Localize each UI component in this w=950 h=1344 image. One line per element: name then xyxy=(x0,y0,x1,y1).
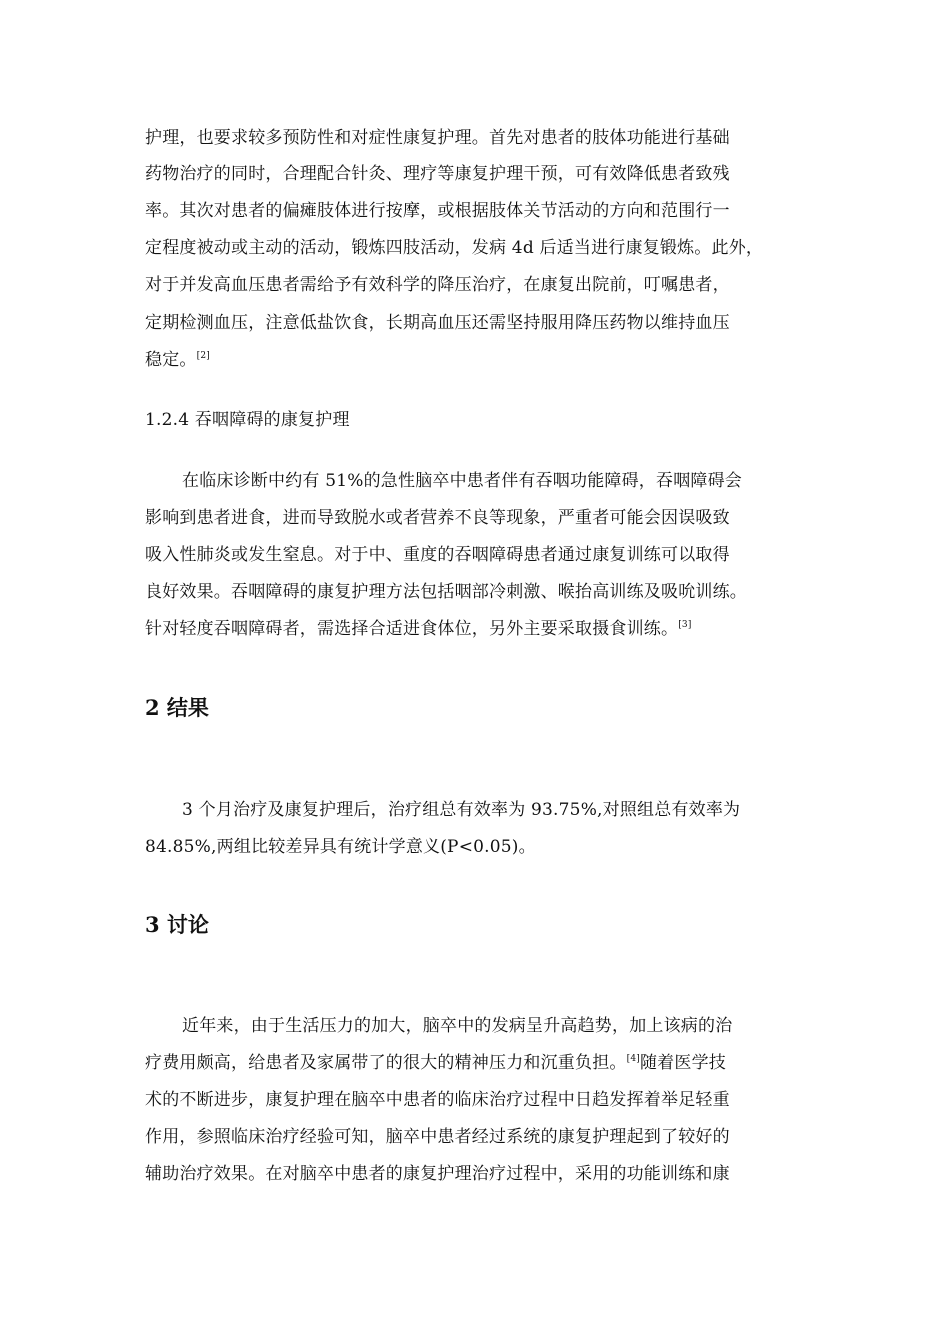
paragraph-line: 辅助治疗效果。在对脑卒中患者的康复护理治疗过程中，采用的功能训练和康 xyxy=(145,1164,730,1184)
citation-ref: [4] xyxy=(626,1054,640,1064)
paragraph-text: 针对轻度吞咽障碍者，需选择合适进食体位，另外主要采取摄食训练。 xyxy=(145,619,679,639)
paragraph-text: 疗费用颇高，给患者及家属带了的很大的精神压力和沉重负担。 xyxy=(145,1053,627,1073)
paragraph-line: 近年来，由于生活压力的加大，脑卒中的发病呈升高趋势，加上该病的治 xyxy=(182,1016,733,1036)
section-heading-results: 2 结果 xyxy=(145,695,209,720)
paragraph-line xyxy=(145,349,210,371)
paragraph-text: 稳定。 xyxy=(145,350,197,370)
paragraph-line: 定程度被动或主动的活动，锻炼四肢活动，发病 4d 后适当进行康复锻炼。此外， xyxy=(145,238,764,258)
paragraph-line: 作用，参照临床治疗经验可知，脑卒中患者经过系统的康复护理起到了较好的 xyxy=(145,1127,730,1147)
paragraph-line: 术的不断进步，康复护理在脑卒中患者的临床治疗过程中日趋发挥着举足轻重 xyxy=(145,1090,730,1110)
paragraph-line: 药物治疗的同时，合理配合针灸、理疗等康复护理干预，可有效降低患者致残 xyxy=(145,164,730,184)
paragraph-line: 84.85%,两组比较差异具有统计学意义(P<0.05)。 xyxy=(145,837,536,857)
paragraph-line xyxy=(145,618,692,640)
paragraph-text: 随着医学技 xyxy=(639,1053,726,1073)
paragraph-line: 在临床诊断中约有 51%的急性脑卒中患者伴有吞咽功能障碍，吞咽障碍会 xyxy=(182,471,742,491)
section-heading-discussion: 3 讨论 xyxy=(145,912,209,937)
citation-ref: [2] xyxy=(196,351,210,361)
paragraph-line: 护理，也要求较多预防性和对症性康复护理。首先对患者的肢体功能进行基础 xyxy=(145,128,730,148)
paragraph-line: 良好效果。吞咽障碍的康复护理方法包括咽部冷刺激、喉抬高训练及吸吮训练。 xyxy=(145,582,747,602)
paragraph-line: 3 个月治疗及康复护理后，治疗组总有效率为 93.75%,对照组总有效率为 xyxy=(182,800,741,820)
paragraph-line: 对于并发高血压患者需给予有效科学的降压治疗，在康复出院前，叮嘱患者， xyxy=(145,275,730,295)
paragraph-line xyxy=(145,1052,726,1074)
paragraph-line: 吸入性肺炎或发生窒息。对于中、重度的吞咽障碍患者通过康复训练可以取得 xyxy=(145,545,730,565)
paragraph-line: 率。其次对患者的偏瘫肢体进行按摩，或根据肢体关节活动的方向和范围行一 xyxy=(145,201,730,221)
citation-ref: [3] xyxy=(678,620,692,630)
sub-heading: 1.2.4 吞咽障碍的康复护理 xyxy=(145,410,350,430)
paragraph-line: 定期检测血压，注意低盐饮食，长期高血压还需坚持服用降压药物以维持血压 xyxy=(145,313,730,333)
paragraph-line: 影响到患者进食，进而导致脱水或者营养不良等现象，严重者可能会因误吸致 xyxy=(145,508,730,528)
